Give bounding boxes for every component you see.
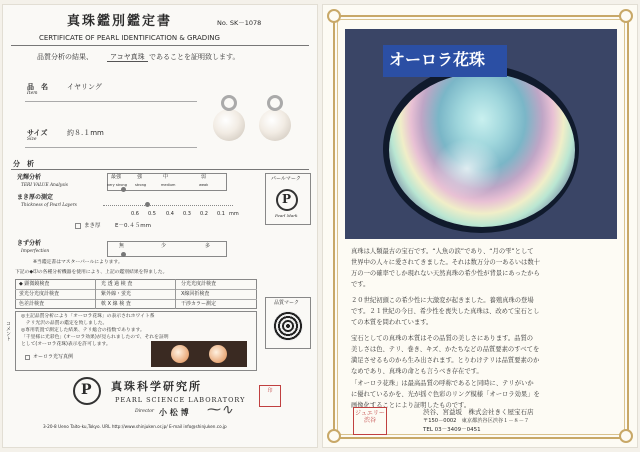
luster-scale-en-0: very strong (107, 183, 127, 187)
aurora-sample-label: オーロラ光写真例 (33, 354, 74, 360)
item-label-en: Item (27, 91, 38, 96)
brochure-p1-2: 万の一の確率でしか現れない天然真珠の希少性が背景にあったから (351, 270, 540, 277)
size-label: サイズ (27, 128, 48, 137)
certificate-title-en: CERTIFICATE OF PEARL IDENTIFICATION & GRADING (39, 34, 220, 42)
shop-stamp (353, 407, 387, 435)
layer-tick-0: 0.6 (131, 211, 139, 217)
blemish-scale-2: 多 (205, 243, 211, 249)
luster-label: 光輝分析 (17, 174, 42, 181)
luster-scale-en-1: strong (135, 183, 147, 187)
pearl-mark-letter: P (282, 192, 292, 206)
methods-note: 下記の◆印の各種分析機器を使用により、上記の鑑別結果を得ました。 (15, 270, 168, 275)
layer-value: E－0.４５mm (115, 223, 151, 229)
brochure-p4-0-visible: 「オーロラ花珠」は最高品質の呼称であると同時に、テリがいか (351, 380, 534, 387)
method-1-2: X線回折検査 (181, 291, 210, 297)
institute-name-en: PEARL SCIENCE LABORATORY (115, 396, 246, 404)
brochure-p1-0: 真珠は人類最古の宝石です。“人魚の涙”であり、“月の雫”として (351, 248, 534, 255)
brochure-p4-1: に優れているかを、光が揺ぐ色彩のリング模様「オーロラ効果」を (351, 391, 540, 398)
comment-1: テリ光沢の品質の鑑定を致しました。 (21, 321, 108, 326)
layer-tick-6: mm (229, 211, 239, 217)
method-0-2: 分光光度計検査 (181, 281, 217, 287)
layer-tick-3: 0.3 (183, 211, 191, 217)
certificate-title: 真珠鑑別鑑定書 (67, 14, 173, 29)
institute-seal: 印 (259, 385, 281, 407)
brochure-p2-2: ての本質を問われています。 (351, 319, 433, 326)
comment-4: として(オーロラ花珠)表示を許可します。 (21, 342, 111, 347)
analysis-heading: 分 析 (13, 159, 34, 168)
pearl-mark-label: パールマーク (271, 176, 301, 182)
brochure-title: オーロラ花珠 (389, 50, 486, 69)
shop-name: 渋谷、宮益坂 株式会社きく屋宝石店 (423, 408, 534, 416)
layer-tick-4: 0.2 (200, 211, 208, 217)
shop-tel: TEL 03－3409－0451 (423, 427, 481, 433)
blemish-note: ※当鑑定書はマスターパールによります。 (33, 260, 123, 265)
blemish-scale-1: 少 (161, 243, 167, 249)
brochure-p4-2: 画像化することにより証明したものです。 (351, 402, 471, 409)
brochure-p3-1: 美しさは色、テリ、巻き、キズ、かたちなどの品質要素のすべてを (351, 346, 540, 353)
institute-address: 3-20-8 Ueno Taito-ku,Tokyo. URL http://www.shinjuken.or.jp/ E-mail info@shinjuken.co.jp (43, 424, 227, 429)
certificate-number: No. SK－1078 (217, 19, 262, 27)
blemish-label: きず分析 (17, 240, 42, 247)
item-value: イヤリング (67, 83, 102, 91)
layer-label: まき厚の測定 (17, 194, 54, 201)
method-2-2: 干渉カラー測定 (181, 301, 217, 307)
comment-0: ◎主記品質分析により「オーロラ花珠」の表示されホワイト系 (21, 314, 155, 319)
layer-marker (145, 202, 150, 207)
blemish-sub: Imperfection (21, 249, 50, 254)
brochure-p2-0: ２０世紀初頭この希少性に大激変が起きました。養殖真珠の登場 (351, 297, 534, 304)
layer-tick-2: 0.4 (166, 211, 174, 217)
luster-scale-3: 弱 (201, 174, 207, 180)
brochure-p3-2: 満足させるものから生み出されます。とりわけテリは品質要素のか (351, 357, 540, 364)
layer-sub: Thickness of Pearl Layers (21, 203, 77, 208)
brochure-page (322, 4, 638, 448)
blemish-scale-0: 無 (119, 243, 125, 249)
comment-2: ◎専用装置で測定した結果、テリ総合の指数であります。 (21, 328, 145, 333)
method-1-1: 紫外線・蛍光 (101, 291, 132, 297)
item-label: 品 名 (27, 82, 48, 91)
layer-value-label: まき厚 (84, 223, 101, 229)
institute-logo-letter: P (81, 382, 92, 398)
director-label: Director (135, 409, 155, 414)
aurora-sample-photo (151, 341, 247, 367)
brochure-p3-3: なめであり、真珠の命とも言うべき存在です。 (351, 368, 483, 375)
brochure-p3-0: 宝石としての真珠の本質はその品質の美しさにあります。品質の (351, 335, 534, 342)
institute-name-jp: 真珠科学研究所 (111, 380, 202, 393)
method-2-1: 軟 X 線 検 査 (101, 301, 131, 307)
pearl-mark-caption: Pearl Mark (275, 213, 298, 218)
layer-tick-1: 0.5 (148, 211, 156, 217)
director-signature: ⁓∿ (207, 402, 233, 418)
luster-sub: TERI VALUE Analysis (21, 183, 68, 188)
comment-3: 「千里様に光彩色」(オーロラ効果)が見られましたので、それを証明 (21, 335, 169, 340)
luster-scale-en-2: medium (161, 183, 176, 187)
method-0-0: ◆ 顕微鏡検査 (19, 281, 50, 287)
size-label-en: Size (27, 137, 37, 142)
brochure-p2-1: です。２１世紀の今日、希少性を喪失した真珠は、改めて宝石とし (351, 308, 540, 315)
method-0-1: 光 透 過 検 査 (101, 281, 133, 287)
shop-address: 〒150－0002 東京都渋谷区渋谷１－８－７ (423, 418, 530, 424)
quality-mark-icon (273, 311, 303, 341)
luster-scale-1: 強 (137, 174, 143, 180)
certificate-page (2, 4, 318, 448)
luster-marker (121, 187, 126, 192)
brochure-p1-1: 世界中の人々に愛されてきました。それは数万分の一あるいは数十 (351, 259, 540, 266)
intro-post: であることを証明致します。 (149, 53, 240, 61)
earring-photo (203, 91, 303, 153)
method-1-0: 蛍光分光度計検査 (19, 291, 60, 297)
director-name: 小 松 博 (159, 407, 189, 417)
blemish-marker (121, 252, 126, 257)
comment-side: コメント (5, 321, 11, 341)
size-value: 約８.１mm (67, 129, 104, 137)
layer-tick-5: 0.1 (217, 211, 225, 217)
quality-mark-label: 品質マーク (274, 300, 300, 306)
shop-stamp-text: ジュエリー渋谷 (355, 410, 385, 424)
luster-scale-0: 最強 (111, 174, 122, 180)
luster-scale-en-3: weak (199, 183, 209, 187)
intro-value: アコヤ真珠 (107, 54, 148, 62)
intro-pre: 品質分析の結果、 (37, 53, 93, 61)
luster-scale-2: 中 (163, 174, 169, 180)
method-2-0: 色差計検査 (19, 301, 45, 307)
brochure-p1-3: です。 (351, 281, 370, 288)
